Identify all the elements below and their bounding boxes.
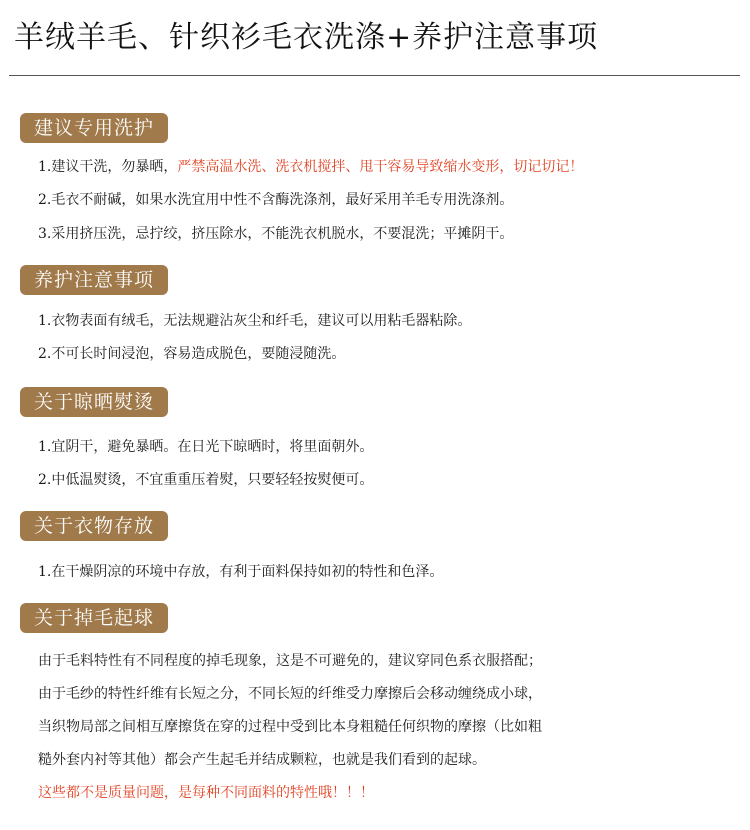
page-title: 羊绒羊毛、针织衫毛衣洗涤+养护注意事项 (14, 20, 599, 55)
list-item (38, 157, 583, 177)
section-care (0, 265, 750, 375)
paragraph-line: 由于毛纱的特性纤维有长短之分，不同长短的纤维受力摩擦后会移动缠绕成小球， (38, 686, 542, 702)
section-drying-ironing (0, 387, 750, 497)
title-divider (9, 75, 740, 76)
list-item: 2.毛衣不耐碱，如果水洗宜用中性不含酶洗涤剂，最好采用羊毛专用洗涤剂。 (38, 192, 514, 208)
section-heading: 建议专用洗护 (20, 113, 168, 143)
section-washing (0, 113, 750, 253)
paragraph-line: 糙外套内衬等其他）都会产生起毛并结成颗粒，也就是我们看到的起球。 (38, 752, 486, 768)
paragraph-line: 当织物局部之间相互摩擦货在穿的过程中受到比本身粗糙任何织物的摩擦（比如粗 (38, 719, 542, 735)
paragraph-line: 由于毛料特性有不同程度的掉毛现象，这是不可避免的，建议穿同色系衣服搭配； (38, 653, 542, 669)
section-heading: 关于衣物存放 (20, 511, 168, 541)
list-item: 1.宜阴干，避免暴晒。在日光下晾晒时，将里面朝外。 (38, 439, 374, 455)
list-item: 2.不可长时间浸泡，容易造成脱色，要随浸随洗。 (38, 346, 346, 362)
section-heading: 关于掉毛起球 (20, 603, 168, 633)
item-text: 1.建议干洗，勿暴晒， (38, 159, 178, 175)
list-item: 1.在干燥阴凉的环境中存放，有利于面料保持如初的特性和色泽。 (38, 564, 444, 580)
warning-text: 严禁高温水洗、洗衣机搅拌、甩干容易导致缩水变形，切记切记！ (177, 159, 584, 175)
section-heading: 关于晾晒熨烫 (20, 387, 168, 417)
section-heading: 养护注意事项 (20, 265, 168, 295)
list-item: 1.衣物表面有绒毛，无法规避沾灰尘和纤毛，建议可以用粘毛器粘除。 (38, 313, 472, 329)
section-storage (0, 511, 750, 591)
list-item: 3.采用挤压洗，忌拧绞，挤压除水，不能洗衣机脱水，不要混洗；平摊阴干。 (38, 226, 514, 242)
section-pilling (0, 603, 750, 813)
warning-text: 这些都不是质量问题，是每种不同面料的特性哦！！！ (38, 785, 374, 801)
list-item: 2.中低温熨烫，不宜重重压着熨，只要轻轻按熨便可。 (38, 472, 374, 488)
